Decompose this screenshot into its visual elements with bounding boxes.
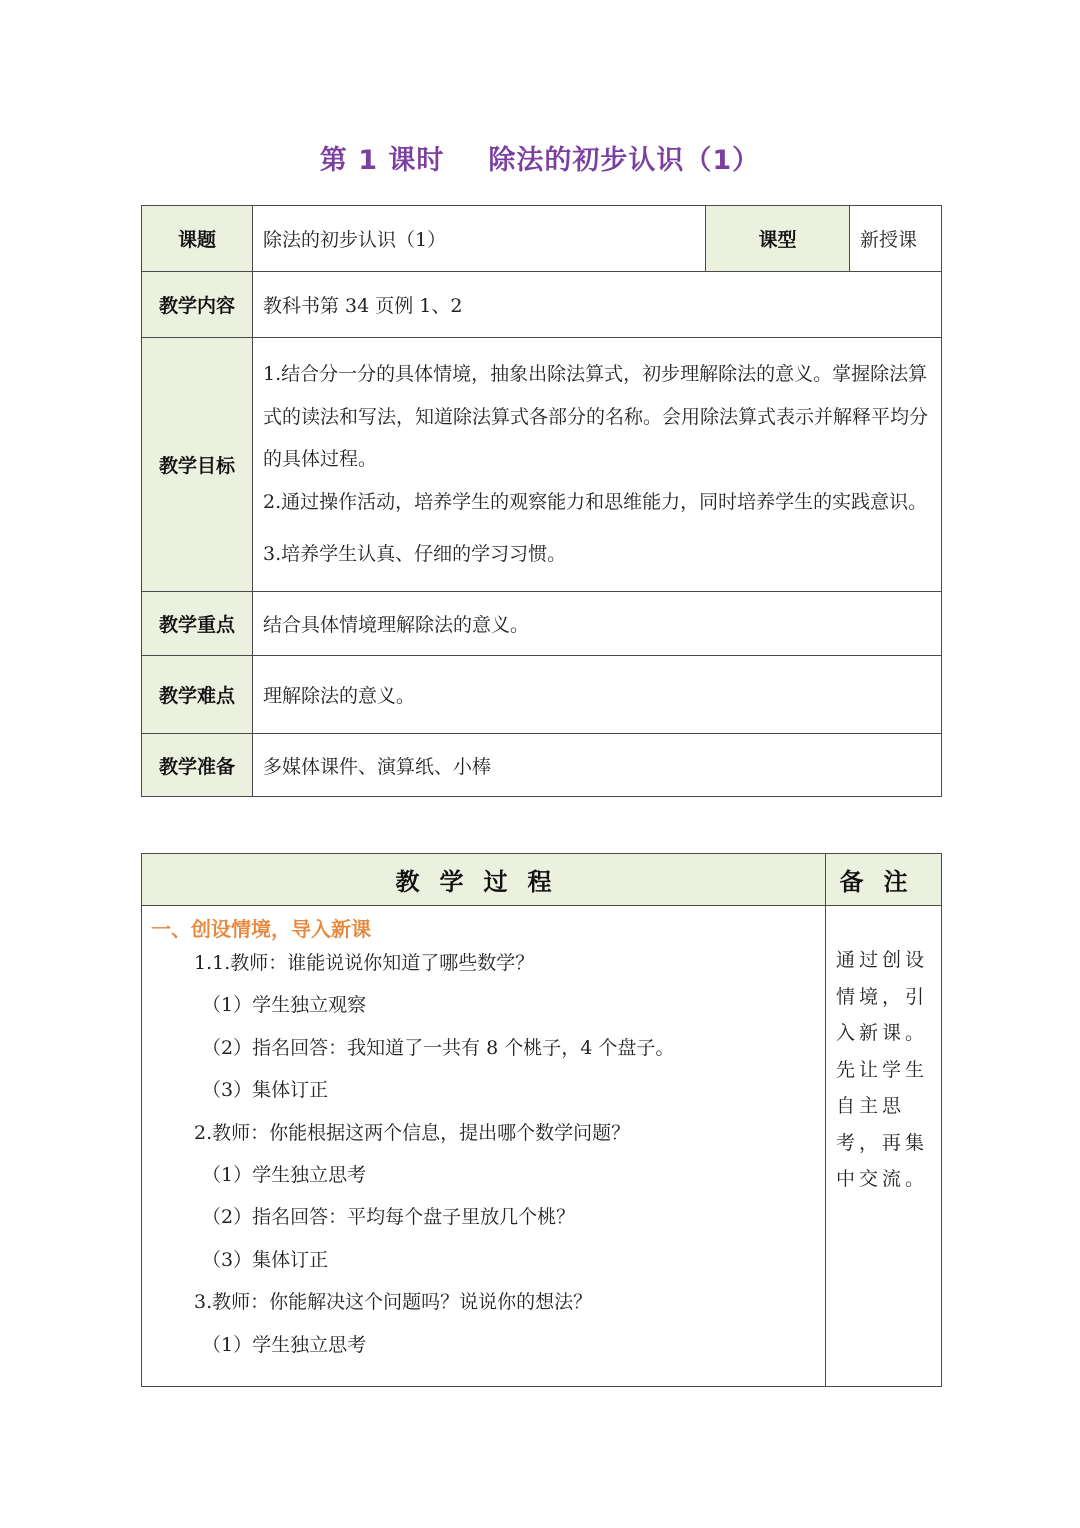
process-header-row: [142, 854, 942, 906]
substep-line: （1）学生独立观察: [202, 994, 367, 1017]
step-line: 3.教师：你能解决这个问题吗？说说你的想法？: [194, 1291, 593, 1314]
page-title: [0, 138, 1080, 177]
key-point-label: 教学重点: [142, 592, 253, 656]
section-title: 一、创设情境，导入新课: [151, 917, 371, 941]
key-point-value: 结合具体情境理解除法的意义。: [253, 592, 942, 656]
preparation-value: 多媒体课件、演算纸、小棒: [253, 734, 942, 797]
topic-value: 除法的初步认识（1）: [253, 206, 706, 272]
preparation-row: [142, 734, 942, 797]
preparation-label: 教学准备: [142, 734, 253, 797]
type-value: 新授课: [850, 206, 942, 272]
goals-row: [142, 338, 942, 592]
lesson-info-table: [141, 205, 942, 797]
note-text: 通过创设情境，引入新课。先让学生自主思考，再集中交流。: [836, 949, 929, 1190]
substep-line: （3）集体订正: [202, 1079, 329, 1102]
difficulty-label: 教学难点: [142, 656, 253, 734]
step-line: 2.教师：你能根据这两个信息，提出哪个数学问题？: [194, 1121, 631, 1144]
goal-item: 2.通过操作活动，培养学生的观察能力和思维能力，同时培养学生的实践意识。: [263, 490, 928, 513]
notes-cell: [826, 906, 942, 1387]
goal-item: 3.培养学生认真、仔细的学习习惯。: [263, 543, 567, 566]
notes-header: 备注: [826, 854, 942, 906]
lesson-title: 除法的初步认识（1）: [488, 145, 761, 176]
process-body-row: [142, 906, 942, 1387]
difficulty-value: 理解除法的意义。: [253, 656, 942, 734]
lesson-number: 第 1 课时: [319, 145, 445, 176]
type-label: 课型: [706, 206, 850, 272]
substep-line: （2）指名回答：我知道了一共有 8 个桃子，4 个盘子。: [202, 1036, 675, 1059]
process-header: 教学过程: [142, 854, 826, 906]
key-point-row: [142, 592, 942, 656]
substep-line: （2）指名回答：平均每个盘子里放几个桃？: [202, 1206, 576, 1229]
content-label: 教学内容: [142, 272, 253, 338]
process-content: [142, 906, 826, 1387]
topic-row: [142, 206, 942, 272]
substep-line: （3）集体订正: [202, 1248, 329, 1271]
goal-item: 1.结合分一分的具体情境，抽象出除法算式，初步理解除法的意义。掌握除法算式的读法和写法，知道除法算式各部分的名称。会用除法算式表示并解释平均分的具体过程。: [263, 363, 929, 471]
step-line: 1.1.教师：谁能说说你知道了哪些数学？: [194, 952, 535, 974]
goals-cell: [253, 338, 942, 592]
content-value: 教科书第 34 页例 1、2: [253, 272, 942, 338]
process-lines: [142, 942, 825, 1366]
content-row: [142, 272, 942, 338]
topic-label: 课题: [142, 206, 253, 272]
substep-line: （1）学生独立思考: [202, 1333, 367, 1356]
teaching-process-table: [141, 853, 942, 1387]
substep-line: （1）学生独立思考: [202, 1164, 367, 1187]
difficulty-row: [142, 656, 942, 734]
goals-label: 教学目标: [142, 338, 253, 592]
